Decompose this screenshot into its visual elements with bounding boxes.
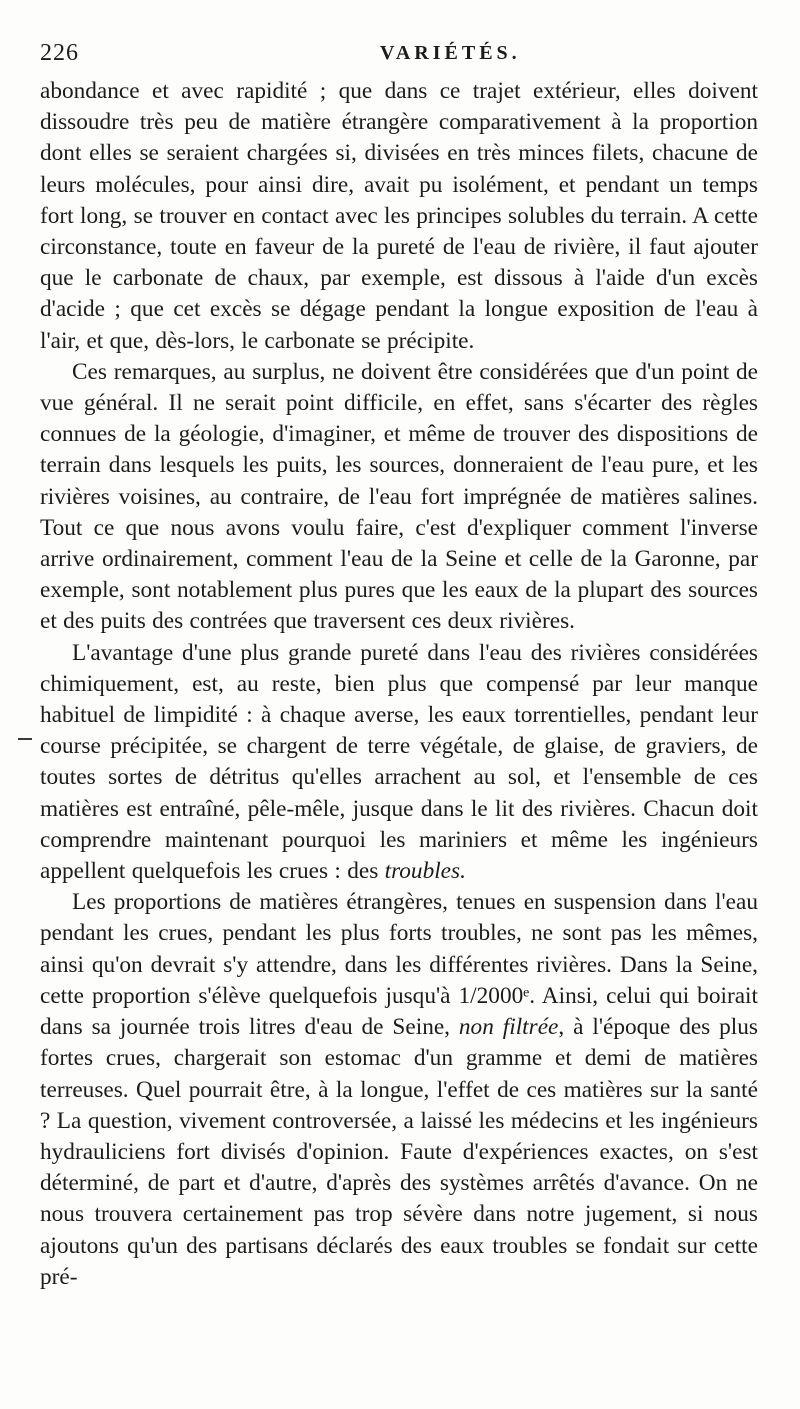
paragraph-4-italic-term: non filtrée (458, 1014, 559, 1041)
paragraph-3 (40, 638, 758, 888)
paragraph-4-text-b: , à l'époque des plus fortes crues, chargerait son estomac d'un gramme et demi de matières terreuses. Quel pourrait être, à la longue, l'effet de ces matières sur la santé ? La question, vivement controversée, a laissé les médecins et les ingénieurs hydrauliciens fort divisés d'opinion. Faute d'expériences exactes, on s'est déterminé, de part et d'autre, d'après des systèmes arrêtés d'avance. On ne nous trouvera certainement pas trop sévère dans notre jugement, si nous ajoutons qu'un des partisans déclarés des eaux troubles se fondait sur cette pré- (40, 1014, 758, 1290)
page-number: 226 (40, 40, 79, 66)
paragraph-3-italic-term: troubles. (384, 858, 466, 885)
paragraph-1-text: abondance et avec rapidité ; que dans ce trajet extérieur, elles doivent dissoudre très peu de matière étrangère comparativement à la proportion dont elles se seraient chargées si, divisées en très minces filets, chacune de leurs molécules, pour ainsi dire, avait pu isolément, et pendant un temps fort long, se trouver en contact avec les principes solubles du terrain. A cette circonstance, toute en faveur de la pureté de l'eau de rivière, il faut ajouter que le carbonate de chaux, par exemple, est dissous à l'aide d'un excès d'acide ; que cet excès se dégage pendant la longue exposition de l'eau à l'air, et que, dès-lors, le carbonate se précipite. (40, 78, 758, 354)
paragraph-2-text: Ces remarques, au surplus, ne doivent être considérées que d'un point de vue général. Il ne serait point difficile, en effet, sans s'écarter des règles connues de la géologie, d'imaginer, et même de trouver des dispositions de terrain dans lesquels les puits, les sources, donneraient de l'eau pure, et les rivières voisines, au contraire, de l'eau fort imprégnée de matières salines. Tout ce que nous avons voulu faire, c'est d'expliquer comment l'inverse arrive ordinairement, comment l'eau de la Seine et celle de la Garonne, par exemple, sont notablement plus pures que les eaux de la plupart des sources et des puits des contrées que traversent ces deux rivières. (40, 358, 758, 635)
paragraph-4-text-a: Les proportions de matières étrangères, tenues en suspension dans l'eau pendant les crues, pendant les plus forts troubles, ne sont pas les mêmes, ainsi qu'on devrait s'y attendre, dans les différentes rivières. Dans la Seine, cette proportion s'élève quelquefois jusqu'à 1/2000ᵉ. Ainsi, celui qui boirait dans sa journée trois litres d'eau de Seine, (40, 889, 758, 1041)
page-header (40, 40, 760, 74)
body-text (40, 76, 758, 1293)
margin-mark (18, 738, 32, 740)
running-title: VARIÉTÉS. (380, 42, 521, 64)
paragraph-2 (40, 357, 758, 638)
paragraph-4 (40, 887, 758, 1293)
paragraph-1 (40, 76, 758, 357)
paragraph-3-text: L'avantage d'une plus grande pureté dans l'eau des rivières considérées chimiquement, est, au reste, bien plus que compensé par leur manque habituel de limpidité : à chaque averse, les eaux torrentielles, pendant leur course précipitée, se chargent de terre végétale, de glaise, de graviers, de toutes sortes de détritus qu'elles arrachent au sol, et l'ensemble de ces matières est entraîné, pêle-mêle, jusque dans le lit des rivières. Chacun doit comprendre maintenant pourquoi les mariniers et même les ingénieurs appellent quelquefois les crues : des (40, 639, 758, 885)
